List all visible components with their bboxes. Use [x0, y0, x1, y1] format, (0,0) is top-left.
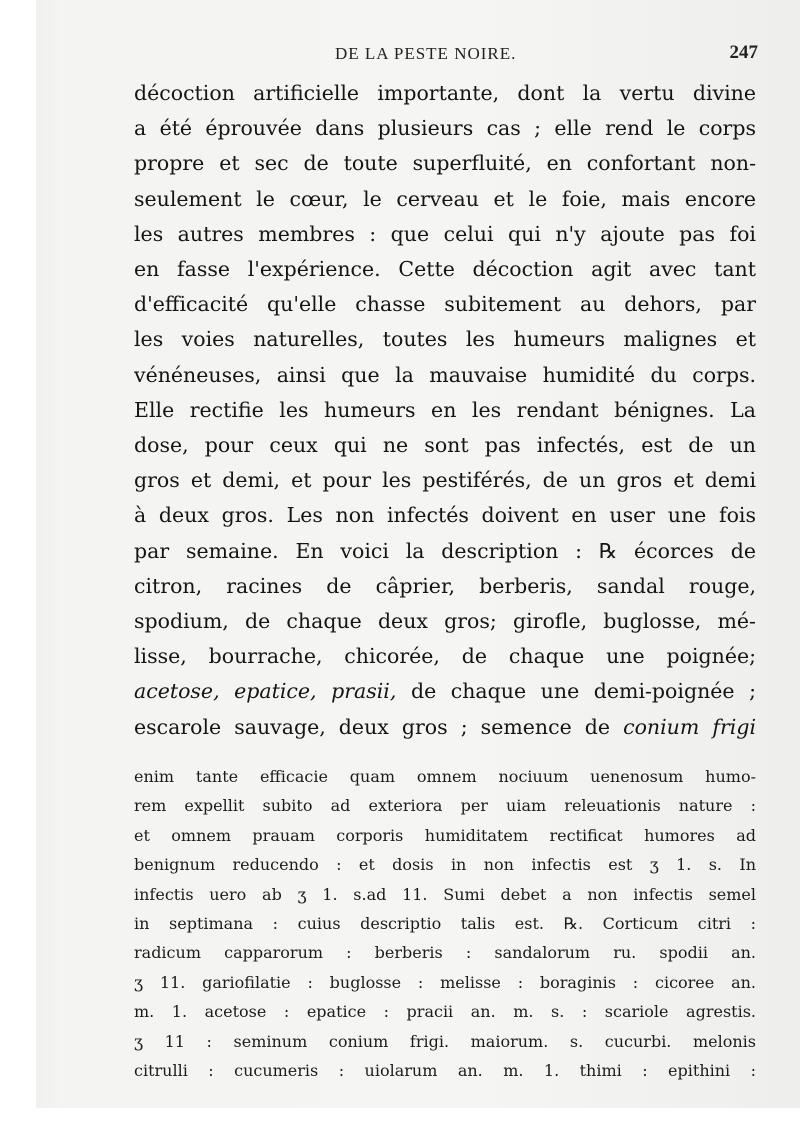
running-head [130, 44, 758, 72]
text-line: benignum reducendo : et dosis in non infectis est ʒ 1. s. In [134, 855, 756, 875]
page-number: 247 [729, 42, 758, 63]
text-line: à deux gros. Les non infectés doivent en user une fois [134, 503, 756, 528]
text-line: lisse, bourrache, chicorée, de chaque une poignée; [134, 644, 756, 669]
text-line: spodium, de chaque deux gros; girofle, buglosse, mé- [134, 609, 756, 634]
text-line [134, 674, 756, 709]
text-line: a été éprouvée dans plusieurs cas ; elle rend le corps [134, 116, 756, 141]
italic-latin-terms: acetose, epatice, prasii, [134, 679, 397, 704]
text-line: d'efficacité qu'elle chasse subitement au dehors, par [134, 292, 756, 317]
text-line: vénéneuses, ainsi que la mauvaise humidité du corps. [134, 362, 756, 387]
text-line: propre et sec de toute superfluité, en confortant non- [134, 151, 756, 176]
text-run: de chaque une demi-poignée ; [396, 679, 756, 704]
text-line: gros et demi, et pour les pestiférés, de un gros et demi [134, 468, 756, 493]
italic-latin-terms: conium frigi [623, 714, 756, 739]
text-line: ʒ 11. gariofilatie : buglosse : melisse : boraginis : cicoree an. [134, 972, 756, 992]
running-title: DE LA PESTE NOIRE. [335, 44, 517, 63]
text-line: infectis uero ab ʒ 1. s.ad 11. Sumi debet a non infectis semel [134, 884, 756, 904]
text-line: ʒ 11 : seminum conium frigi. maiorum. s. cucurbi. melonis [134, 1031, 756, 1051]
text-line: rem expellit subito ad exteriora per uiam releuationis nature : [134, 796, 756, 816]
french-translation-text [134, 76, 756, 745]
page-bottom-margin [0, 1108, 800, 1128]
text-line: radicum capparorum : berberis : sandalorum ru. spodii an. [134, 943, 756, 963]
text-line: in septimana : cuius descriptio talis est. ℞. Corticum citri : [134, 914, 756, 934]
latin-original-text [134, 762, 756, 1085]
text-line: les voies naturelles, toutes les humeurs malignes et [134, 327, 756, 352]
text-line: citrulli : cucumeris : uiolarum an. m. 1. thimi : epithini : [134, 1061, 756, 1081]
text-line: décoction artificielle importante, dont la vertu divine [134, 81, 756, 105]
text-line: en fasse l'expérience. Cette décoction agit avec tant [134, 257, 756, 282]
text-line: Elle rectifie les humeurs en les rendant bénignes. La [134, 397, 756, 422]
page-left-margin [0, 0, 36, 1128]
text-line: les autres membres : que celui qui n'y ajoute pas foi [134, 221, 756, 246]
text-line: dose, pour ceux qui ne sont pas infectés, est de un [134, 433, 756, 458]
text-line: seulement le cœur, le cerveau et le foie, mais encore [134, 186, 756, 211]
text-line: m. 1. acetose : epatice : pracii an. m. s. : scariole agrestis. [134, 1002, 756, 1022]
text-line: et omnem prauam corporis humiditatem rectificat humores ad [134, 825, 756, 845]
text-line: enim tante efficacie quam omnem nociuum uenenosum humo- [134, 767, 756, 786]
text-line: citron, racines de câprier, berberis, sandal rouge, [134, 573, 756, 598]
text-line [134, 710, 756, 745]
text-run: escarole sauvage, deux gros ; semence de [134, 714, 624, 739]
text-line: par semaine. En voici la description : ℞ écorces de [134, 538, 756, 563]
